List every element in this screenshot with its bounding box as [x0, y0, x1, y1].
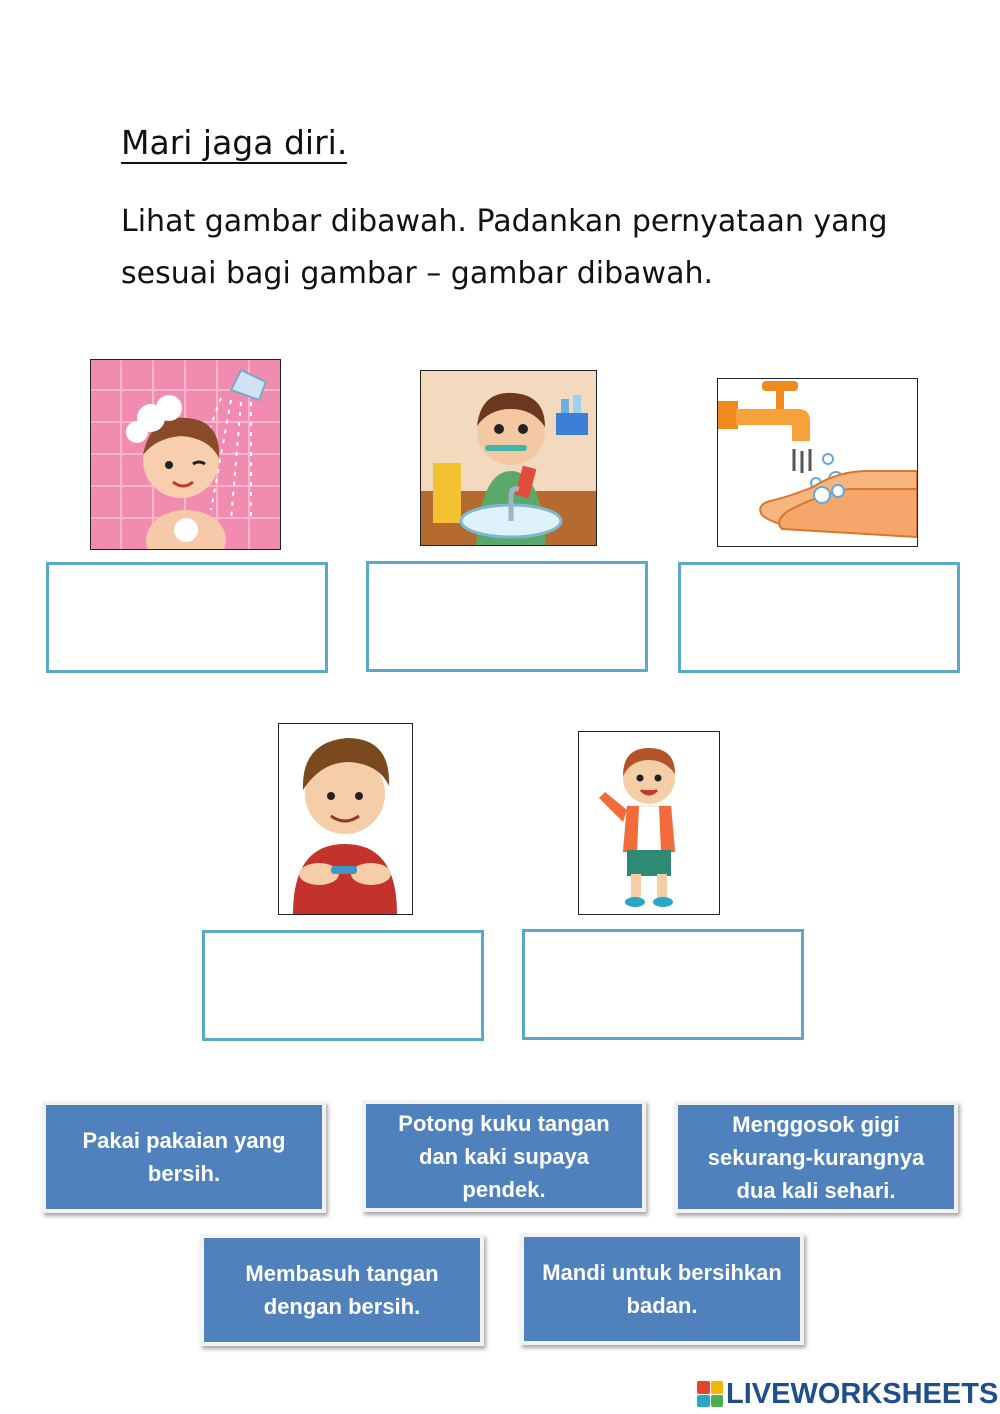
- answer-card-cut-nails[interactable]: [362, 1100, 646, 1212]
- worksheet-title: Mari jaga diri.: [121, 123, 348, 162]
- answer-dropbox-1[interactable]: [46, 562, 328, 673]
- boy-cutting-nails-icon: [278, 723, 413, 915]
- answer-card-label: Membasuh tangan dengan bersih.: [245, 1261, 439, 1319]
- answer-card-clean-clothes[interactable]: [42, 1101, 326, 1213]
- answer-card-shower[interactable]: [520, 1233, 804, 1345]
- liveworksheets-logo: [697, 1374, 998, 1414]
- liveworksheets-logo-icon: [697, 1381, 723, 1407]
- worksheet-instruction: Lihat gambar dibawah. Padankan pernyataan yang sesuai bagi gambar – gambar dibawah.: [121, 204, 888, 291]
- child-showering-icon: [90, 359, 281, 550]
- answer-dropbox-3[interactable]: [678, 562, 960, 673]
- hands-washing-under-tap-icon: [717, 378, 918, 547]
- boy-brushing-teeth-icon: [420, 370, 597, 546]
- answer-card-label: Menggosok gigi sekurang-kurangnya dua kali sehari.: [707, 1111, 925, 1203]
- answer-card-label: Pakai pakaian yang bersih.: [82, 1128, 286, 1186]
- answer-dropbox-4[interactable]: [202, 930, 484, 1041]
- answer-card-wash-hands[interactable]: [200, 1234, 484, 1346]
- boy-wearing-clean-clothes-icon: [578, 731, 720, 915]
- answer-dropbox-2[interactable]: [366, 561, 648, 672]
- answer-card-label: Mandi untuk bersihkan badan.: [542, 1260, 782, 1318]
- answer-card-label: Potong kuku tangan dan kaki supaya pendek.: [398, 1110, 610, 1202]
- answer-card-brush-teeth[interactable]: [674, 1101, 958, 1213]
- liveworksheets-logo-text: LIVEWORKSHEETS: [726, 1377, 999, 1410]
- answer-dropbox-5[interactable]: [522, 929, 804, 1040]
